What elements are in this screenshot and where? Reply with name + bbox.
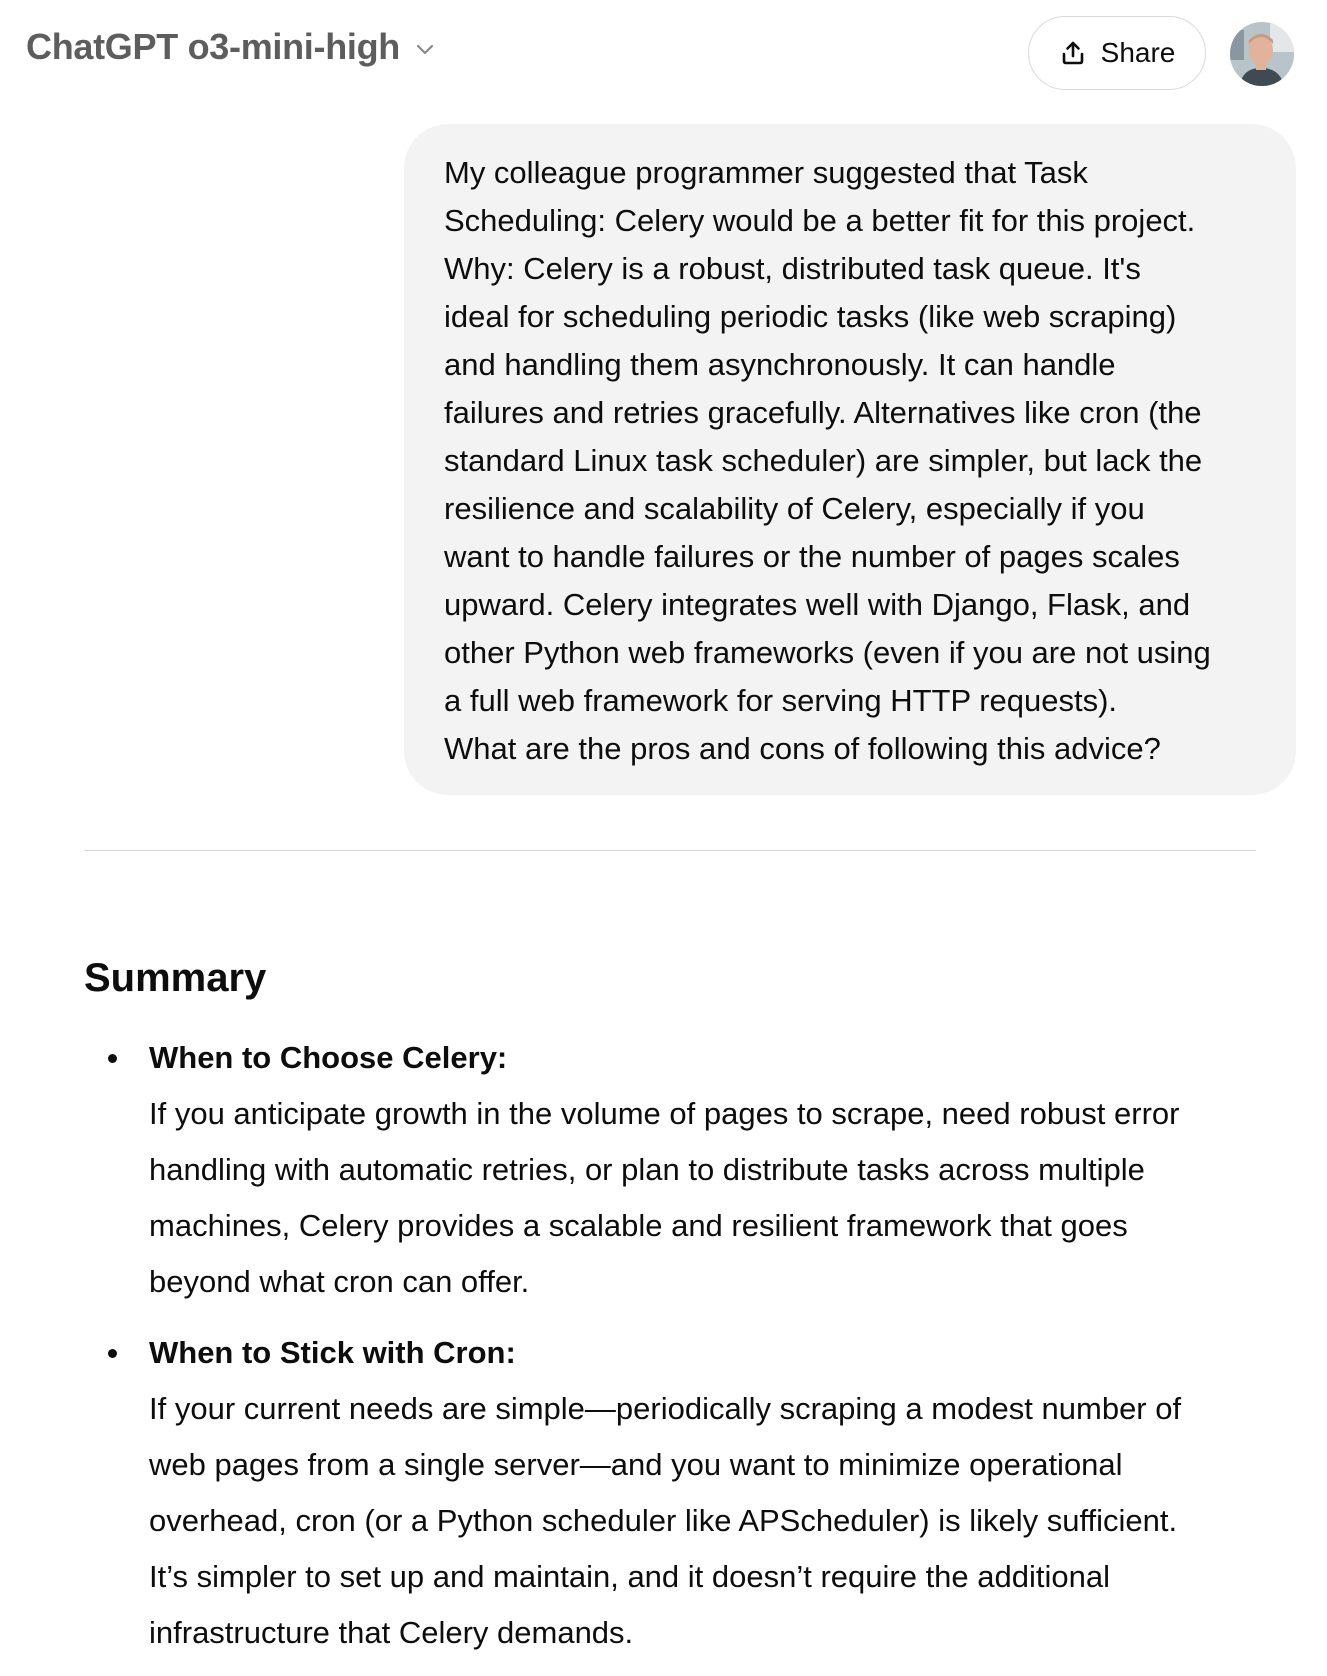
chevron-down-icon	[412, 36, 438, 62]
user-message-line: other Python web frameworks (even if you are not using	[444, 635, 1211, 670]
bullet-dot	[108, 1054, 117, 1063]
user-message-line: and handling them asynchronously. It can handle	[444, 347, 1116, 382]
user-message-line: failures and retries gracefully. Alternatives like cron (the	[444, 395, 1202, 430]
user-message-line: upward. Celery integrates well with Django, Flask, and	[444, 587, 1191, 622]
user-message-line: What are the pros and cons of following this advice?	[444, 731, 1161, 766]
share-label: Share	[1100, 37, 1176, 68]
user-message-line: Scheduling: Celery would be a better fit for this project.	[444, 203, 1196, 238]
bullet-text-line: overhead, cron (or a Python scheduler like APScheduler) is likely sufficient.	[149, 1503, 1178, 1538]
bullet-text-line: infrastructure that Celery demands.	[149, 1615, 634, 1650]
bullet-dot	[108, 1349, 117, 1358]
user-message-line: want to handle failures or the number of pages scales	[444, 539, 1180, 574]
share-upload-icon	[1059, 39, 1087, 67]
user-message-line: My colleague programmer suggested that Task	[444, 155, 1088, 190]
summary-bullet-cron	[84, 1325, 1284, 1661]
share-button[interactable]	[1028, 16, 1206, 90]
user-message-line: standard Linux task scheduler) are simpler, but lack the	[444, 443, 1203, 478]
message-divider	[84, 850, 1256, 851]
summary-bullet-list	[84, 1030, 1284, 1676]
user-message-line: a full web framework for serving HTTP requests).	[444, 683, 1118, 718]
bullet-text-line: It’s simpler to set up and maintain, and it doesn’t require the additional	[149, 1559, 1110, 1594]
bullet-title: When to Stick with Cron:	[149, 1335, 516, 1370]
user-message-bubble	[404, 124, 1296, 795]
bullet-text-line: web pages from a single server—and you want to minimize operational	[149, 1447, 1123, 1482]
model-title: ChatGPT o3-mini-high	[26, 26, 400, 67]
bullet-text-line: If your current needs are simple—periodically scraping a modest number of	[149, 1391, 1182, 1426]
bullet-text-line: beyond what cron can offer.	[149, 1264, 530, 1299]
top-bar	[0, 0, 1327, 110]
model-switcher[interactable]	[26, 26, 438, 68]
summary-heading: Summary	[84, 956, 267, 1000]
user-message-line: resilience and scalability of Celery, especially if you	[444, 491, 1145, 526]
user-avatar[interactable]	[1230, 22, 1294, 86]
bullet-text-line: If you anticipate growth in the volume of pages to scrape, need robust error	[149, 1096, 1180, 1131]
bullet-text-line: handling with automatic retries, or plan to distribute tasks across multiple	[149, 1152, 1145, 1187]
bullet-text-line: machines, Celery provides a scalable and resilient framework that goes	[149, 1208, 1128, 1243]
user-message-line: ideal for scheduling periodic tasks (like web scraping)	[444, 299, 1177, 334]
bullet-title: When to Choose Celery:	[149, 1040, 508, 1075]
user-message-line: Why: Celery is a robust, distributed task queue. It's	[444, 251, 1141, 286]
summary-bullet-celery	[84, 1030, 1284, 1310]
